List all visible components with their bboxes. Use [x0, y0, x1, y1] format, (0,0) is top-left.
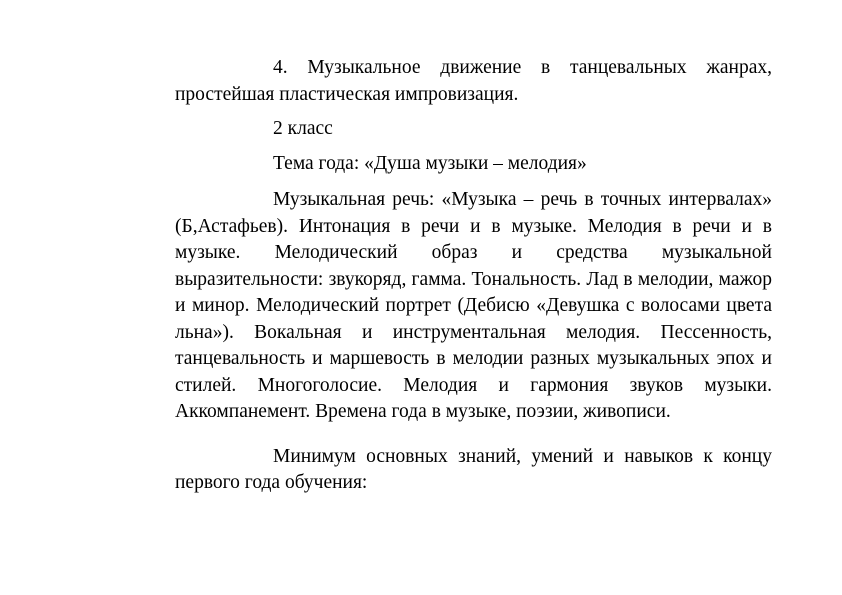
year-theme: Тема года: «Душа музыки – мелодия» — [273, 152, 587, 174]
paragraph-item-4: 4. Музыкальное движение в танцевальных жанрах, простейшая пластическая импровизация. — [175, 57, 772, 105]
minimum-skills-paragraph: Минимум основных знаний, умений и навыков к концу первого года обучения: — [175, 445, 772, 493]
grade-heading: 2 класс — [273, 118, 333, 139]
document-page — [175, 55, 772, 497]
topic-paragraph: Музыкальная речь: «Музыка – речь в точных интервалах» (Б,Астафьев). Интонация в речи и в музыке. Мелодия в речи и в музыке. Мелодический образ и средства музыкальной выразительности: звукоряд, гамма. Тональность. Лад в мелодии, мажор и минор. Мелодический портрет (Дебисю «Девушка с волосами цвета льна»). Вокальная и инструментальная мелодия. Пессенность, танцевальность и маршевость в мелодии разных музыкальных эпох и стилей. Многоголосие. Мелодия и гармония звуков музыки. Аккомпанемент. Времена года в музыке, поэзии, живописи. — [175, 189, 772, 422]
